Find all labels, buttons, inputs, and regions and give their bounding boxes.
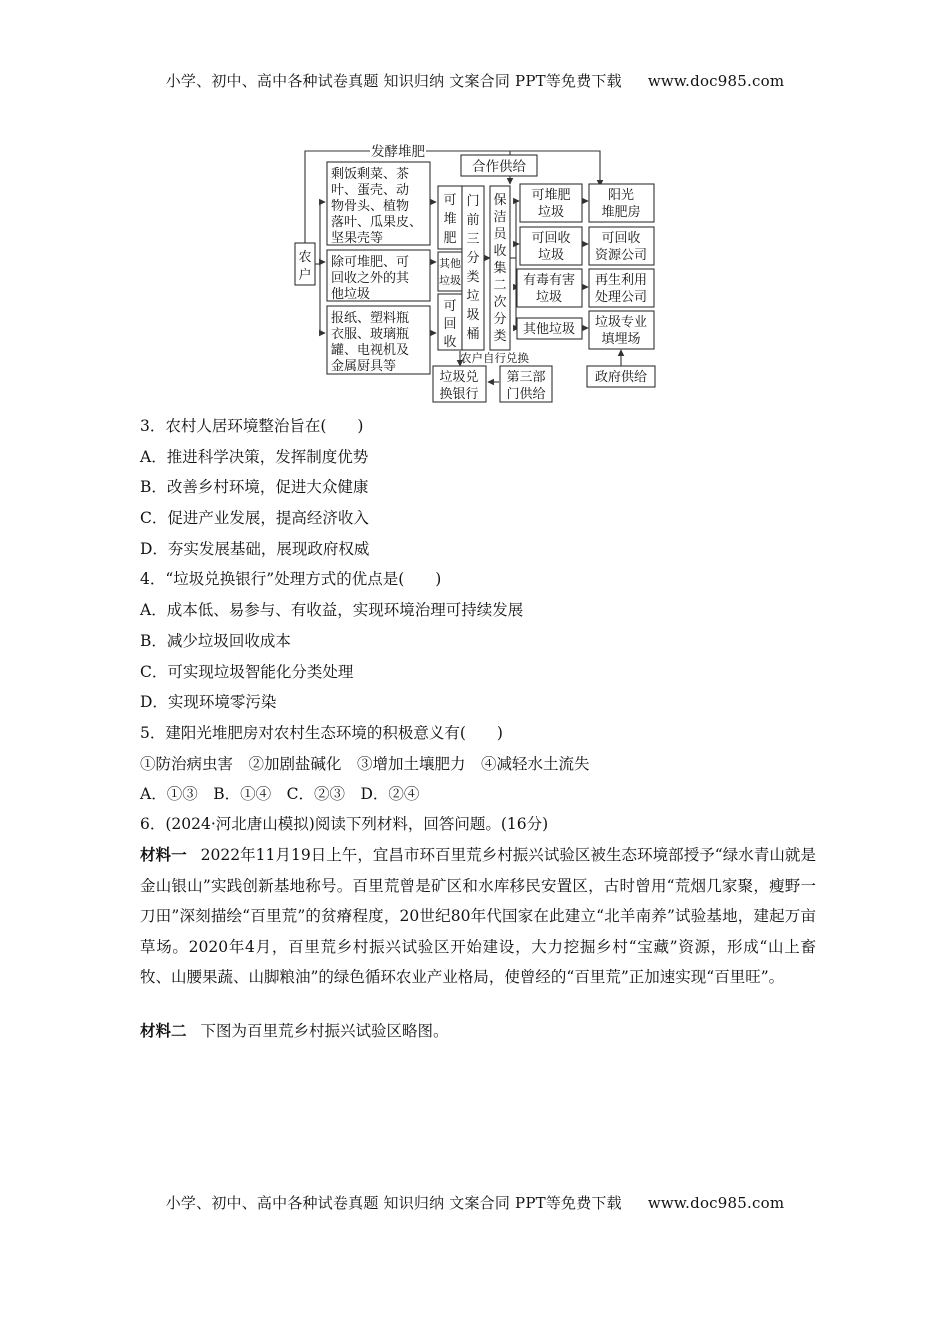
waste2-line: 回收之外的其 <box>331 271 410 286</box>
q5-options: A．①③ B．①④ C．②③ D．②④ <box>140 785 420 803</box>
menqian-char: 前 <box>466 213 480 228</box>
q3-option-b: B．改善乡村环境，促进大众健康 <box>140 478 369 496</box>
material-one-label: 材料一 <box>140 845 187 864</box>
baojie-char: 洁 <box>493 210 507 225</box>
q3-option-c: C．促进产业发展，提高经济收入 <box>140 509 369 527</box>
q3-option-d: D．夯实发展基础，展现政府权威 <box>140 540 370 558</box>
page-header <box>0 70 950 91</box>
bin3-char: 可 <box>443 299 457 314</box>
q4-option-b: B．减少垃圾回收成本 <box>140 632 291 650</box>
waste3-line: 报纸、塑料瓶 <box>331 311 410 326</box>
menqian-bins-box <box>462 186 484 350</box>
cat1-line: 可堆肥 <box>531 188 571 203</box>
nonghu-char-1: 农 <box>298 250 312 265</box>
bin2-line: 垃圾 <box>439 274 461 287</box>
waste1-line: 叶、蛋壳、动 <box>331 183 410 198</box>
cat4-label: 其他垃圾 <box>522 322 576 337</box>
baojie-char: 次 <box>493 295 507 310</box>
menqian-char: 三 <box>466 232 480 247</box>
bin1-char: 堆 <box>443 212 457 227</box>
exchange-label: 农户自行兑换 <box>460 351 529 365</box>
baojie-char: 收 <box>493 244 507 259</box>
waste2-line: 他垃圾 <box>331 287 371 302</box>
menqian-char: 垃 <box>466 289 480 304</box>
material-two-text: 下图为百里荒乡村振兴试验区略图。 <box>200 1022 449 1040</box>
bin1-char: 肥 <box>443 231 457 246</box>
header-text: 小学、初中、高中各种试卷真题 知识归纳 文案合同 PPT等免费下载 <box>165 72 622 90</box>
cat3-line: 垃圾 <box>535 290 563 305</box>
nonghu-char-2: 户 <box>298 268 312 283</box>
waste2-line: 除可堆肥、可 <box>331 255 410 270</box>
page-footer <box>0 1192 950 1213</box>
dest1-line: 堆肥房 <box>601 205 641 220</box>
menqian-char: 分 <box>466 251 480 266</box>
waste1-line: 剩饭剩菜、茶 <box>331 167 410 182</box>
bank-line: 垃圾兑 <box>439 370 479 385</box>
q4-option-c: C．可实现垃圾智能化分类处理 <box>140 663 354 681</box>
bin3-char: 收 <box>443 335 457 350</box>
menqian-char: 圾 <box>466 308 480 323</box>
hezuo-label: 合作供给 <box>472 159 526 175</box>
bank-line: 换银行 <box>439 387 479 402</box>
dest3-line: 处理公司 <box>594 290 648 305</box>
waste3-line: 金属厨具等 <box>331 359 397 374</box>
dest4-line: 填埋场 <box>601 332 641 347</box>
q5-items: ①防治病虫害 ②加剧盐碱化 ③增加土壤肥力 ④减轻水土流失 <box>140 755 590 773</box>
menqian-char: 桶 <box>466 327 480 342</box>
cat3-line: 有毒有害 <box>522 273 576 288</box>
baojie-char: 分 <box>493 312 507 327</box>
baojie-char: 类 <box>493 329 507 344</box>
dest4-line: 垃圾专业 <box>594 315 648 330</box>
dest2-line: 可回收 <box>601 231 641 246</box>
dest2-line: 资源公司 <box>594 248 648 263</box>
q3-stem: 3．农村人居环境整治旨在( ) <box>140 417 364 435</box>
waste3-line: 罐、电视机及 <box>331 343 410 358</box>
gov-label: 政府供给 <box>594 370 648 385</box>
cat2-line: 垃圾 <box>537 248 565 263</box>
dest3-line: 再生利用 <box>594 273 648 288</box>
dest1-line: 阳光 <box>607 188 635 203</box>
bin2-line: 其他 <box>439 257 461 270</box>
baojie-char: 集 <box>493 261 507 276</box>
waste1-line: 坚果壳等 <box>331 231 384 246</box>
q6-stem: 6．(2024·河北唐山模拟)阅读下列材料，回答问题。(16分) <box>140 815 549 833</box>
garbage-sorting-diagram <box>290 140 662 406</box>
bin1-char: 可 <box>443 193 457 208</box>
menqian-char: 类 <box>466 270 480 285</box>
q4-option-d: D．实现环境零污染 <box>140 693 277 711</box>
third-line: 第三部 <box>506 370 546 385</box>
q4-option-a: A．成本低、易参与、有收益，实现环境治理可持续发展 <box>140 601 524 619</box>
third-line: 门供给 <box>506 387 546 402</box>
cat2-line: 可回收 <box>531 231 571 246</box>
waste3-line: 衣服、玻璃瓶 <box>331 327 410 342</box>
waste1-line: 物骨头、植物 <box>331 199 410 214</box>
compost-label: 发酵堆肥 <box>371 144 425 160</box>
baojie-char: 员 <box>493 227 507 242</box>
waste1-line: 落叶、瓜果皮、 <box>331 215 423 230</box>
material-one <box>140 840 816 993</box>
footer-text: 小学、初中、高中各种试卷真题 知识归纳 文案合同 PPT等免费下载 <box>165 1194 622 1212</box>
q3-option-a: A．推进科学决策，发挥制度优势 <box>140 448 369 466</box>
baojie-char: 保 <box>493 193 507 208</box>
cat1-line: 垃圾 <box>537 205 565 220</box>
footer-site: www.doc985.com <box>647 1194 785 1212</box>
q4-stem: 4．“垃圾兑换银行”处理方式的优点是( ) <box>140 570 442 588</box>
material-two <box>140 1016 816 1047</box>
bin3-char: 回 <box>443 317 457 332</box>
material-one-text: 2022年11月19日上午，宜昌市环百里荒乡村振兴试验区被生态环境部授予“绿水青山就是金山银山”实践创新基地称号。百里荒曾是矿区和水库移民安置区，古时曾用“荒烟几家聚，瘦野一刀田”深刻描绘“百里荒”的贫瘠程度，20世纪80年代国家在此建立“北羊南养”试验基地，建起万亩草场。2020年4月，百里荒乡村振兴试验区开始建设，大力挖掘乡村“宝藏”资源，形成“山上畜牧、山腰果蔬、山脚粮油”的绿色循环农业产业格局，使曾经的“百里荒”正加速实现“百里旺”。 <box>140 846 816 986</box>
baojie-char: 二 <box>493 278 507 293</box>
material-two-label: 材料二 <box>140 1021 187 1040</box>
menqian-char: 门 <box>466 194 480 209</box>
q5-stem: 5．建阳光堆肥房对农村生态环境的积极意义有( ) <box>140 724 503 742</box>
header-site: www.doc985.com <box>647 72 785 90</box>
